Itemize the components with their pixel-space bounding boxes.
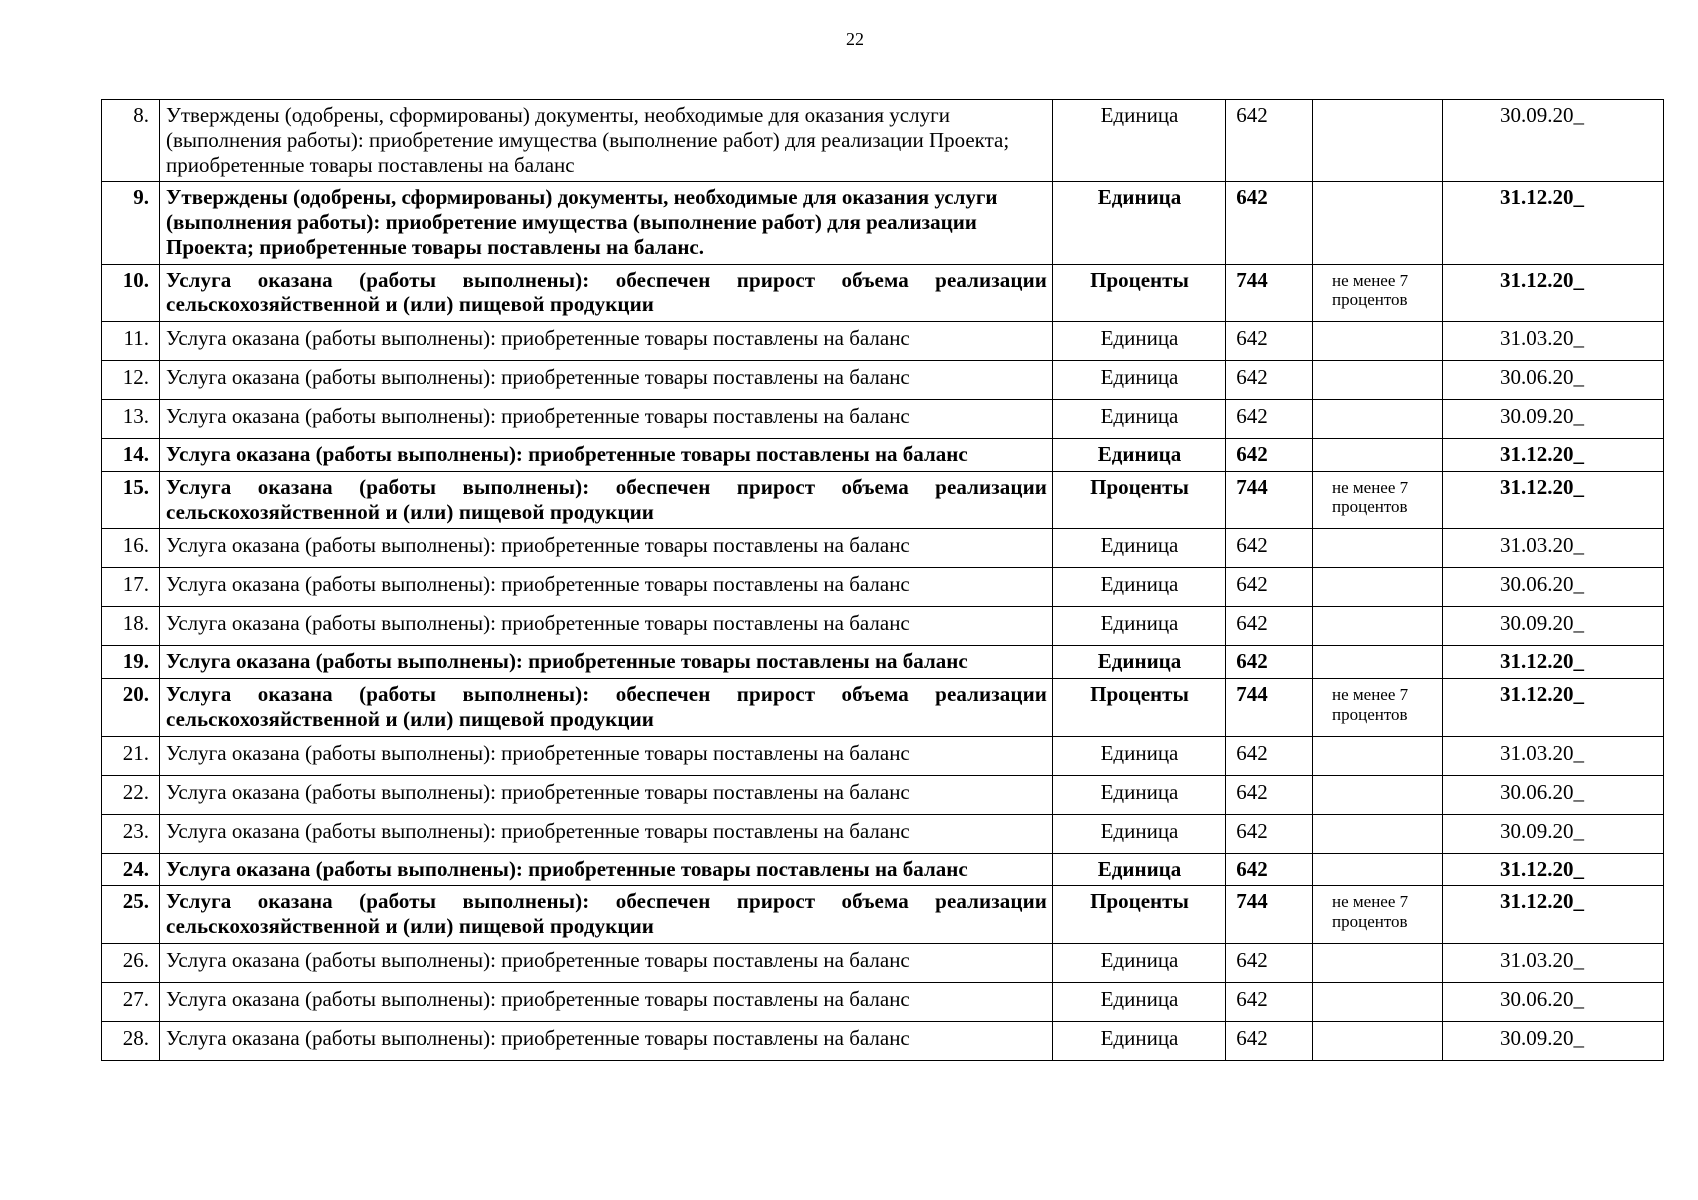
row-description: Услуга оказана (работы выполнены): обеспечен прирост объема реализации сельскохозяйственной и (или) пищевой продукции — [160, 886, 1053, 944]
table-row — [102, 775, 1664, 814]
row-unit-code: 642 — [1226, 775, 1313, 814]
row-note — [1313, 529, 1443, 568]
row-unit: Единица — [1053, 322, 1226, 361]
row-number: 8. — [102, 100, 160, 182]
row-unit-code: 642 — [1226, 361, 1313, 400]
row-date: 31.03.20_ — [1443, 944, 1664, 983]
table-row — [102, 400, 1664, 439]
table-row — [102, 1022, 1664, 1061]
row-unit: Единица — [1053, 607, 1226, 646]
row-number: 17. — [102, 568, 160, 607]
table-row — [102, 607, 1664, 646]
row-date: 31.12.20_ — [1443, 182, 1664, 264]
row-number: 22. — [102, 775, 160, 814]
row-unit: Единица — [1053, 814, 1226, 853]
row-note: не менее 7 процентов — [1313, 471, 1443, 529]
row-description: Утверждены (одобрены, сформированы) документы, необходимые для оказания услуги (выполнения работы): приобретение имущества (выполнение работ) для реализации Проекта; приобретенные товары поставлены на баланс — [160, 100, 1053, 182]
row-date: 30.09.20_ — [1443, 1022, 1664, 1061]
row-description: Услуга оказана (работы выполнены): приобретенные товары поставлены на баланс — [160, 814, 1053, 853]
row-date: 31.12.20_ — [1443, 646, 1664, 679]
row-number: 11. — [102, 322, 160, 361]
table-row — [102, 182, 1664, 264]
table-row — [102, 529, 1664, 568]
row-description: Услуга оказана (работы выполнены): приобретенные товары поставлены на баланс — [160, 775, 1053, 814]
row-description: Услуга оказана (работы выполнены): приобретенные товары поставлены на баланс — [160, 439, 1053, 472]
row-number: 16. — [102, 529, 160, 568]
row-date: 31.03.20_ — [1443, 322, 1664, 361]
page-number: 22 — [846, 29, 864, 49]
row-unit: Единица — [1053, 361, 1226, 400]
row-unit-code: 642 — [1226, 322, 1313, 361]
row-unit: Единица — [1053, 568, 1226, 607]
row-unit-code: 744 — [1226, 264, 1313, 322]
table-row — [102, 439, 1664, 472]
row-date: 31.12.20_ — [1443, 679, 1664, 737]
table-row — [102, 322, 1664, 361]
row-description: Услуга оказана (работы выполнены): приобретенные товары поставлены на баланс — [160, 1022, 1053, 1061]
row-unit: Единица — [1053, 736, 1226, 775]
row-description: Услуга оказана (работы выполнены): приобретенные товары поставлены на баланс — [160, 400, 1053, 439]
row-unit-code: 642 — [1226, 646, 1313, 679]
row-unit: Единица — [1053, 646, 1226, 679]
row-unit-code: 744 — [1226, 679, 1313, 737]
row-description: Услуга оказана (работы выполнены): обеспечен прирост объема реализации сельскохозяйственной и (или) пищевой продукции — [160, 264, 1053, 322]
table-row — [102, 944, 1664, 983]
row-unit-code: 642 — [1226, 736, 1313, 775]
row-description: Услуга оказана (работы выполнены): приобретенные товары поставлены на баланс — [160, 646, 1053, 679]
row-number: 28. — [102, 1022, 160, 1061]
row-unit: Проценты — [1053, 679, 1226, 737]
row-note: не менее 7 процентов — [1313, 264, 1443, 322]
row-note — [1313, 736, 1443, 775]
row-note — [1313, 607, 1443, 646]
row-date: 31.03.20_ — [1443, 736, 1664, 775]
row-number: 21. — [102, 736, 160, 775]
row-description: Услуга оказана (работы выполнены): приобретенные товары поставлены на баланс — [160, 607, 1053, 646]
row-unit-code: 642 — [1226, 944, 1313, 983]
row-unit-code: 642 — [1226, 814, 1313, 853]
row-unit: Единица — [1053, 944, 1226, 983]
table-row — [102, 853, 1664, 886]
row-unit-code: 642 — [1226, 853, 1313, 886]
row-description: Услуга оказана (работы выполнены): приобретенные товары поставлены на баланс — [160, 361, 1053, 400]
results-table — [101, 99, 1664, 1061]
table-row — [102, 471, 1664, 529]
row-description: Услуга оказана (работы выполнены): приобретенные товары поставлены на баланс — [160, 736, 1053, 775]
row-number: 23. — [102, 814, 160, 853]
row-note — [1313, 646, 1443, 679]
row-date: 30.09.20_ — [1443, 400, 1664, 439]
row-date: 31.12.20_ — [1443, 853, 1664, 886]
row-number: 27. — [102, 983, 160, 1022]
row-number: 12. — [102, 361, 160, 400]
row-unit-code: 642 — [1226, 1022, 1313, 1061]
row-unit: Единица — [1053, 775, 1226, 814]
row-date: 31.12.20_ — [1443, 439, 1664, 472]
table-row — [102, 679, 1664, 737]
table-row — [102, 264, 1664, 322]
row-date: 30.06.20_ — [1443, 775, 1664, 814]
table-body — [102, 100, 1664, 1061]
row-unit: Проценты — [1053, 471, 1226, 529]
row-description: Услуга оказана (работы выполнены): приобретенные товары поставлены на баланс — [160, 944, 1053, 983]
table-row — [102, 361, 1664, 400]
row-date: 31.12.20_ — [1443, 886, 1664, 944]
table-row — [102, 568, 1664, 607]
row-number: 25. — [102, 886, 160, 944]
row-unit: Единица — [1053, 1022, 1226, 1061]
row-note — [1313, 100, 1443, 182]
row-date: 30.09.20_ — [1443, 814, 1664, 853]
row-date: 30.09.20_ — [1443, 607, 1664, 646]
row-unit: Единица — [1053, 853, 1226, 886]
row-unit-code: 642 — [1226, 607, 1313, 646]
row-description: Услуга оказана (работы выполнены): приобретенные товары поставлены на баланс — [160, 983, 1053, 1022]
row-number: 14. — [102, 439, 160, 472]
row-note — [1313, 400, 1443, 439]
row-description: Услуга оказана (работы выполнены): обеспечен прирост объема реализации сельскохозяйственной и (или) пищевой продукции — [160, 679, 1053, 737]
row-unit-code: 744 — [1226, 886, 1313, 944]
table-row — [102, 983, 1664, 1022]
row-unit-code: 642 — [1226, 529, 1313, 568]
row-unit-code: 642 — [1226, 983, 1313, 1022]
row-note — [1313, 568, 1443, 607]
row-unit: Единица — [1053, 983, 1226, 1022]
row-unit-code: 744 — [1226, 471, 1313, 529]
table-row — [102, 886, 1664, 944]
row-note — [1313, 1022, 1443, 1061]
row-unit-code: 642 — [1226, 400, 1313, 439]
row-note: не менее 7 процентов — [1313, 886, 1443, 944]
row-unit: Единица — [1053, 100, 1226, 182]
row-note — [1313, 439, 1443, 472]
row-unit: Единица — [1053, 400, 1226, 439]
row-number: 26. — [102, 944, 160, 983]
row-date: 30.06.20_ — [1443, 983, 1664, 1022]
row-note — [1313, 361, 1443, 400]
row-note — [1313, 322, 1443, 361]
row-description: Утверждены (одобрены, сформированы) документы, необходимые для оказания услуги (выполнения работы): приобретение имущества (выполнение работ) для реализации Проекта; приобретенные товары поставлены на баланс. — [160, 182, 1053, 264]
table-row — [102, 736, 1664, 775]
row-number: 15. — [102, 471, 160, 529]
row-note — [1313, 944, 1443, 983]
row-date: 31.12.20_ — [1443, 264, 1664, 322]
row-number: 10. — [102, 264, 160, 322]
row-date: 31.12.20_ — [1443, 471, 1664, 529]
row-date: 30.09.20_ — [1443, 100, 1664, 182]
row-description: Услуга оказана (работы выполнены): обеспечен прирост объема реализации сельскохозяйственной и (или) пищевой продукции — [160, 471, 1053, 529]
row-number: 18. — [102, 607, 160, 646]
row-note: не менее 7 процентов — [1313, 679, 1443, 737]
row-date: 31.03.20_ — [1443, 529, 1664, 568]
table-row — [102, 814, 1664, 853]
row-description: Услуга оказана (работы выполнены): приобретенные товары поставлены на баланс — [160, 853, 1053, 886]
row-number: 13. — [102, 400, 160, 439]
row-note — [1313, 983, 1443, 1022]
row-description: Услуга оказана (работы выполнены): приобретенные товары поставлены на баланс — [160, 568, 1053, 607]
row-note — [1313, 182, 1443, 264]
row-unit: Единица — [1053, 529, 1226, 568]
row-unit-code: 642 — [1226, 568, 1313, 607]
row-number: 19. — [102, 646, 160, 679]
row-unit: Проценты — [1053, 886, 1226, 944]
row-unit-code: 642 — [1226, 182, 1313, 264]
table-row — [102, 100, 1664, 182]
row-note — [1313, 853, 1443, 886]
row-note — [1313, 814, 1443, 853]
row-unit: Единица — [1053, 182, 1226, 264]
row-description: Услуга оказана (работы выполнены): приобретенные товары поставлены на баланс — [160, 322, 1053, 361]
table-row — [102, 646, 1664, 679]
row-note — [1313, 775, 1443, 814]
row-number: 9. — [102, 182, 160, 264]
row-unit: Единица — [1053, 439, 1226, 472]
row-unit-code: 642 — [1226, 100, 1313, 182]
row-number: 20. — [102, 679, 160, 737]
row-date: 30.06.20_ — [1443, 361, 1664, 400]
row-description: Услуга оказана (работы выполнены): приобретенные товары поставлены на баланс — [160, 529, 1053, 568]
row-number: 24. — [102, 853, 160, 886]
row-unit: Проценты — [1053, 264, 1226, 322]
row-date: 30.06.20_ — [1443, 568, 1664, 607]
row-unit-code: 642 — [1226, 439, 1313, 472]
